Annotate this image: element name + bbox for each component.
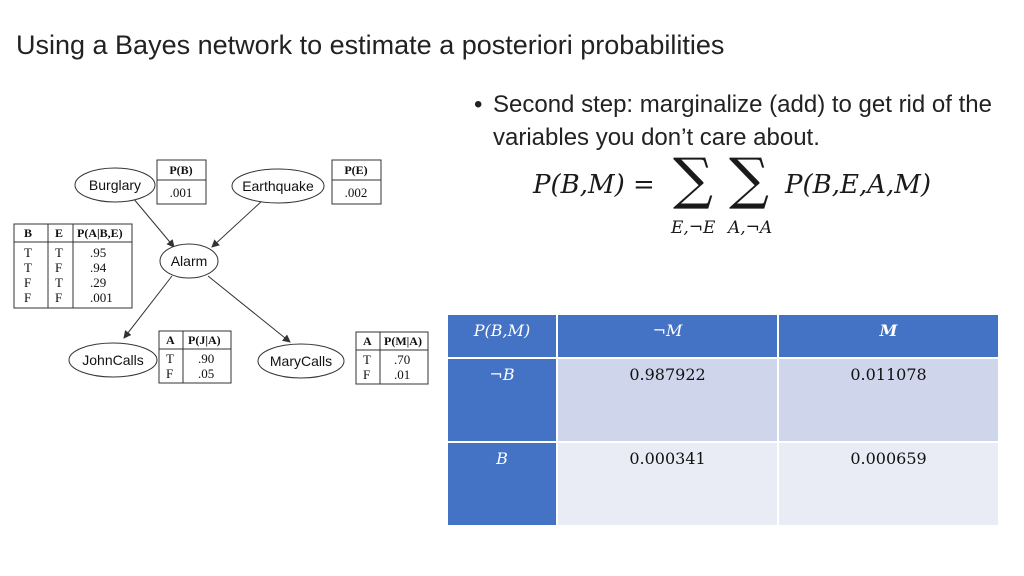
formula-rhs: P(B,E,A,M) (785, 170, 932, 200)
cpt-alarm-header-e: E (55, 226, 64, 240)
cpt-mary-a: T (363, 352, 371, 367)
node-alarm-label: Alarm (170, 253, 208, 269)
bullet-point (474, 88, 1004, 154)
cpt-john-p: .05 (198, 366, 215, 381)
bullet-text: Second step: marginalize (add) to get rid of the variables you don’t care about. (493, 91, 992, 151)
cpt-alarm-e: T (55, 275, 63, 290)
cpt-john-header-p: P(J|A) (188, 333, 221, 347)
cpt-alarm-header-b: B (24, 226, 33, 240)
table-header-corner: P(B,M) (447, 314, 557, 358)
cell-notb-m: 0.011078 (778, 358, 999, 442)
cpt-mary-p: .01 (394, 367, 411, 382)
node-burglary-label: Burglary (88, 177, 142, 193)
cell-b-m: 0.000659 (778, 442, 999, 526)
table-header-m: M (778, 314, 999, 358)
cpt-alarm-b: F (24, 275, 32, 290)
cpt-earthquake-header: P(E) (344, 163, 368, 177)
node-johncalls-label: JohnCalls (82, 352, 144, 368)
cpt-alarm-b: T (24, 245, 32, 260)
cpt-john-a: T (166, 351, 174, 366)
cpt-johncalls (159, 331, 231, 383)
node-alarm (160, 244, 218, 278)
cpt-john-p: .90 (198, 351, 215, 366)
posterior-table (446, 313, 1000, 527)
node-burglary (75, 168, 155, 202)
node-johncalls (69, 343, 157, 377)
cpt-burglary-value: .001 (169, 185, 193, 200)
cpt-alarm-e: F (55, 260, 63, 275)
table-row (447, 358, 999, 442)
formula-lhs: P(B,M) = (533, 170, 655, 200)
cpt-burglary-header: P(B) (169, 163, 193, 177)
slide-title: Using a Bayes network to estimate a posteriori probabilities (16, 30, 725, 60)
cpt-alarm (14, 224, 132, 308)
cpt-alarm-e: T (55, 245, 63, 260)
cell-notb-notm: 0.987922 (557, 358, 778, 442)
cpt-alarm-p: .94 (90, 260, 107, 275)
node-marycalls (258, 344, 344, 378)
cell-b-notm: 0.000341 (557, 442, 778, 526)
row-label-b: B (447, 442, 557, 526)
cpt-mary-header-p: P(M|A) (384, 334, 422, 348)
cpt-alarm-p: .001 (90, 290, 113, 305)
row-label-not-b: ¬B (447, 358, 557, 442)
cpt-alarm-e: F (55, 290, 63, 305)
sum-symbol-e: ∑ (673, 147, 713, 212)
cpt-earthquake (332, 160, 381, 204)
bullet-marker: • (474, 91, 483, 118)
marginalization-formula (533, 147, 993, 250)
cpt-alarm-p: .29 (90, 275, 107, 290)
cpt-alarm-b: T (24, 260, 32, 275)
cpt-marycalls (356, 332, 428, 384)
sum-subscript-e: E,¬E (671, 218, 716, 238)
node-earthquake (232, 169, 324, 203)
table-header-not-m: ¬M (557, 314, 778, 358)
table-row (447, 442, 999, 526)
cpt-john-header-a: A (166, 333, 175, 347)
node-earthquake-label: Earthquake (242, 178, 314, 194)
bayes-network-diagram (0, 150, 440, 400)
sum-subscript-a: A,¬A (728, 218, 773, 238)
table-header-row (447, 314, 999, 358)
cpt-alarm-header-p: P(A|B,E) (77, 226, 123, 240)
edge-burglary-alarm (133, 198, 174, 247)
cpt-burglary (157, 160, 206, 204)
cpt-mary-header-a: A (363, 334, 372, 348)
edge-earthquake-alarm (212, 200, 263, 247)
cpt-john-a: F (166, 366, 174, 381)
cpt-mary-p: .70 (394, 352, 411, 367)
cpt-earthquake-value: .002 (344, 185, 368, 200)
cpt-alarm-p: .95 (90, 245, 107, 260)
cpt-mary-a: F (363, 367, 371, 382)
sum-symbol-a: ∑ (729, 147, 769, 212)
node-marycalls-label: MaryCalls (269, 353, 333, 369)
cpt-alarm-b: F (24, 290, 32, 305)
